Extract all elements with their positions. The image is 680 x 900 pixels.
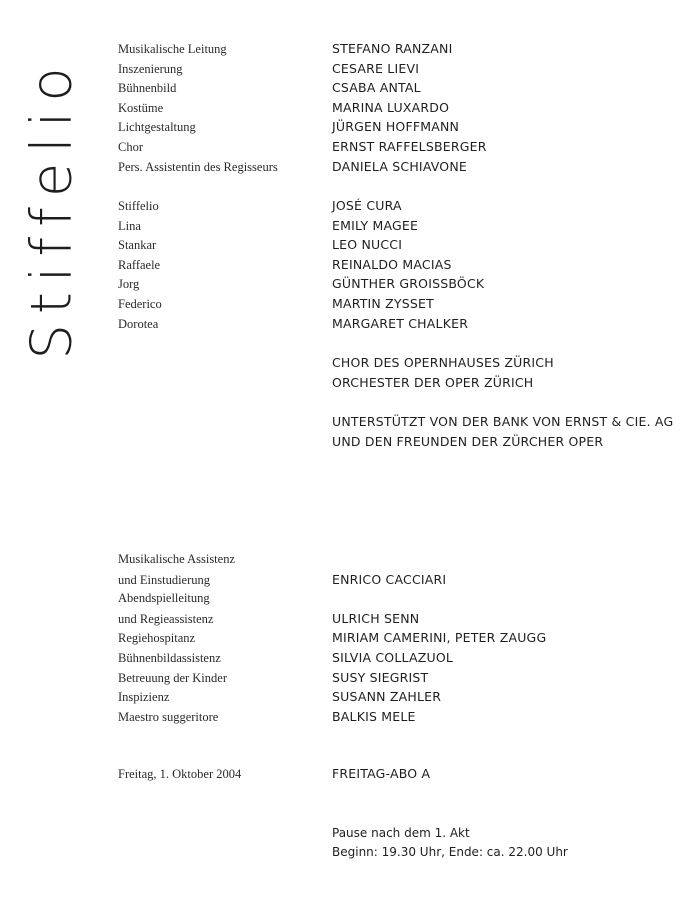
staff-role: Regiehospitanz [118,631,196,646]
singer-name: JOSÉ CURA [332,198,402,213]
credit-name: STEFANO RANZANI [332,41,453,56]
credit-role: Chor [118,139,143,154]
credit-name: DANIELA SCHIAVONE [332,158,467,174]
character-name: Raffaele [118,257,161,272]
credit-name: CESARE LIEVI [332,60,420,76]
staff-name: BALKIS MELE [332,708,416,724]
staff-role: und Einstudierung [118,572,211,587]
credit-role: Bühnenbild [118,81,177,96]
staff-row [118,630,658,650]
staff-row [118,670,658,690]
staff-row [118,611,658,631]
cast-row [118,276,658,296]
staff-row [118,591,658,611]
staff-role: Abendspielleitung [118,591,210,606]
performance-date: Freitag, 1. Oktober 2004 [118,767,242,781]
cast-row [118,296,658,316]
singer-name: EMILY MAGEE [332,217,419,233]
staff-row [118,650,658,670]
credit-role: Musikalische Leitung [118,42,227,56]
ensembles-block [118,355,658,394]
sponsor-line: UNTERSTÜTZT VON DER BANK VON ERNST & CIE. AG [332,414,674,429]
character-name: Lina [118,218,141,233]
character-name: Stiffelio [118,199,159,213]
pause-note: Pause nach dem 1. Akt [332,826,470,840]
credit-row [118,100,658,120]
staff-name: SUSANN ZAHLER [332,689,442,705]
credit-name: CSABA ANTAL [332,80,421,96]
sponsor-block [118,414,674,453]
staff-role: Betreuung der Kinder [118,670,227,685]
staff-name: SILVIA COLLAZUOL [332,649,454,665]
credit-name: ERNST RAFFELSBERGER [332,138,487,154]
singer-name: LEO NUCCI [332,237,403,253]
staff-role: Bühnenbildassistenz [118,650,221,665]
singer-name: MARTIN ZYSSET [332,295,434,311]
staff-list [118,552,658,728]
production-team-list [118,41,658,178]
cast-row [118,198,658,218]
ensemble-line: CHOR DES OPERNHAUSES ZÜRICH [332,355,554,370]
credit-row [118,159,658,179]
credit-row [118,139,658,159]
credit-row [118,41,658,61]
singer-name: MARGARET CHALKER [332,315,469,331]
performance-date-block [118,766,658,786]
character-name: Federico [118,296,162,311]
opera-title-vertical [12,28,92,388]
staff-row [118,572,658,592]
character-name: Jorg [118,277,140,292]
cast-row [118,316,658,336]
cast-row [118,257,658,277]
staff-role: Musikalische Assistenz [118,552,236,566]
credit-role: Kostüme [118,100,164,115]
staff-row [118,709,658,729]
singer-name: GÜNTHER GROISSBÖCK [332,276,485,292]
ensemble-line: ORCHESTER DER OPER ZÜRICH [332,374,534,390]
credit-name: MARINA LUXARDO [332,99,450,115]
staff-name: ULRICH SENN [332,610,420,626]
schedule-block [118,826,658,864]
sponsor-line: UND DEN FREUNDEN DER ZÜRCHER OPER [332,433,604,449]
credit-name: JÜRGEN HOFFMANN [332,119,460,135]
credit-role: Pers. Assistentin des Regisseurs [118,159,278,174]
staff-name: SUSY SIEGRIST [332,669,429,685]
credit-row [118,61,658,81]
opera-title: Stiffelio [19,56,85,360]
credit-row [118,119,658,139]
staff-role: Inspizienz [118,690,170,705]
staff-role: Maestro suggeritore [118,709,219,724]
staff-row [118,552,658,572]
singer-name: REINALDO MACIAS [332,256,452,272]
performance-row [118,766,658,786]
staff-role: und Regieassistenz [118,611,214,626]
cast-row [118,218,658,238]
credit-role: Lichtgestaltung [118,120,196,135]
cast-row [118,237,658,257]
staff-row [118,689,658,709]
subscription-label: FREITAG-ABO A [332,766,431,781]
credit-role: Inszenierung [118,61,183,76]
character-name: Stankar [118,238,157,253]
credit-row [118,80,658,100]
character-name: Dorotea [118,316,159,331]
start-end-times: Beginn: 19.30 Uhr, Ende: ca. 22.00 Uhr [332,845,568,859]
staff-name: MIRIAM CAMERINI, PETER ZAUGG [332,630,547,646]
cast-list [118,198,658,335]
staff-name: ENRICO CACCIARI [332,571,447,587]
